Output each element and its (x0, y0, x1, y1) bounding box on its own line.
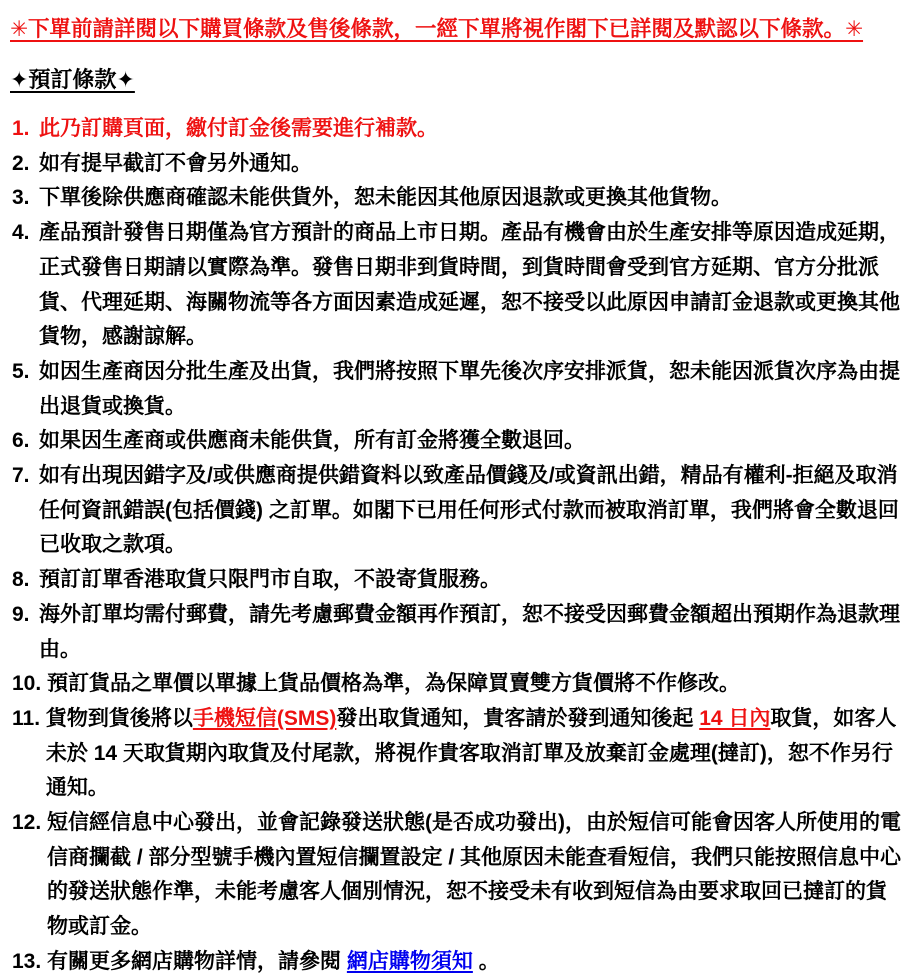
term-number: 4. (12, 221, 36, 245)
term-text (39, 459, 905, 563)
term-text-segment: 產品預計發售日期僅為官方預計的商品上市日期。產品有機會由於生產安排等原因造成延期，正式發售日期請以實際為準。發售日期非到貨時間，到貨時間會受到官方延期、官方分批派貨、代理延期、海關物流等各方面因素造成延遲，恕不接受以此原因申請訂金退款或更換其他貨物，感謝諒解。 (39, 221, 900, 349)
term-item-13 (12, 945, 905, 980)
term-item-8 (12, 563, 905, 598)
term-text-segment: 如果因生產商或供應商未能供貨，所有訂金將獲全數退回。 (39, 429, 585, 453)
term-number: 10. (12, 672, 48, 696)
term-text-segment: 預訂訂單香港取貨只限門市自取，不設寄貨服務。 (39, 568, 501, 592)
term-number: 9. (12, 602, 36, 626)
term-number: 1. (12, 117, 36, 140)
term-text-segment: 如有提早截訂不會另外通知。 (39, 151, 312, 175)
term-number: 2. (12, 151, 36, 175)
term-text-segment: 取貨，如客人未於 14 天取貨期內取貨及付尾款，將視作貴客取消訂單及放棄訂金處理(撻訂)，恕不作另行通知。 (45, 706, 897, 800)
term-item-9 (12, 598, 905, 667)
term-number: 7. (12, 464, 36, 488)
highlighted-term-text: 手機短信(SMS) (192, 706, 337, 730)
term-text (47, 945, 905, 980)
term-text (39, 424, 905, 459)
term-text (46, 702, 905, 806)
term-item-1 (12, 112, 905, 147)
term-number: 11. (12, 706, 46, 730)
term-number: 6. (12, 429, 36, 453)
term-text-segment: 發出取貨通知，貴客請於發到通知後起 (336, 706, 700, 730)
term-item-7 (12, 459, 905, 563)
term-text (39, 563, 905, 598)
store-shopping-notice-link[interactable]: 網店購物須知 (346, 949, 473, 973)
purchase-terms-banner: ✳︎下單前請詳閱以下購買條款及售後條款，一經下單將視作閣下已詳閱及默認以下條款。✳︎ (10, 17, 864, 41)
term-text (39, 147, 905, 182)
term-text (39, 181, 905, 216)
term-text-segment: 如因生產商因分批生產及出貨，我們將按照下單先後次序安排派貨，恕未能因派貨次序為由提出退貨或換貨。 (39, 359, 900, 418)
highlighted-term-text: 14 日內 (699, 706, 771, 730)
term-text (39, 355, 905, 424)
terms-list (10, 112, 905, 980)
term-text (39, 598, 905, 667)
term-number: 5. (12, 359, 36, 383)
term-item-3 (12, 181, 905, 216)
term-item-4 (12, 216, 905, 355)
term-number: 3. (12, 186, 36, 210)
term-text (39, 216, 905, 355)
term-number: 13. (12, 949, 48, 973)
term-item-2 (12, 147, 905, 182)
term-text-segment: 海外訂單均需付郵費，請先考慮郵費金額再作預訂，恕不接受因郵費金額超出預期作為退款理由。 (39, 602, 900, 661)
term-item-6 (12, 424, 905, 459)
term-item-10 (12, 667, 905, 702)
term-text (39, 112, 905, 147)
term-item-11 (12, 702, 905, 806)
term-text-segment: 如有出現因錯字及/或供應商提供錯資料以致產品價錢及/或資訊出錯，精品有權利-拒絕及取消任何資訊錯誤(包括價錢) 之訂單。如閣下已用任何形式付款而被取消訂單，我們將會全數退回已收取之款項。 (39, 464, 899, 557)
term-item-12 (12, 806, 905, 945)
term-text (47, 667, 905, 702)
term-text-segment: 短信經信息中心發出，並會記錄發送狀態(是否成功發出)，由於短信可能會因客人所使用的電信商攔截 / 部分型號手機內置短信攔置設定 / 其他原因未能查看短信，我們只能按照信息中心的發送狀態作準，未能考慮客人個別情況，恕不接受未有收到短信為由要求取回已撻訂的貨物或訂金。 (47, 811, 902, 939)
term-text-segment: 有關更多網店購物詳情，請參閱 (47, 949, 347, 973)
term-text-segment: 下單後除供應商確認未能供貨外，恕未能因其他原因退款或更換其他貨物。 (39, 186, 732, 210)
term-text-segment: 。 (472, 949, 500, 973)
term-number: 8. (12, 568, 36, 592)
term-item-5 (12, 355, 905, 424)
term-text-segment: 預訂貨品之單價以單據上貨品價格為準，為保障買賣雙方貨價將不作修改。 (47, 672, 741, 696)
term-text-segment: 貨物到貨後將以 (45, 706, 193, 730)
preorder-terms-heading-text: ✦預訂條款✦ (10, 67, 135, 92)
preorder-terms-heading (10, 65, 905, 95)
term-number: 12. (12, 811, 48, 835)
term-text-segment: 此乃訂購頁面，繳付訂金後需要進行補款。 (39, 117, 438, 140)
term-text (47, 806, 905, 945)
